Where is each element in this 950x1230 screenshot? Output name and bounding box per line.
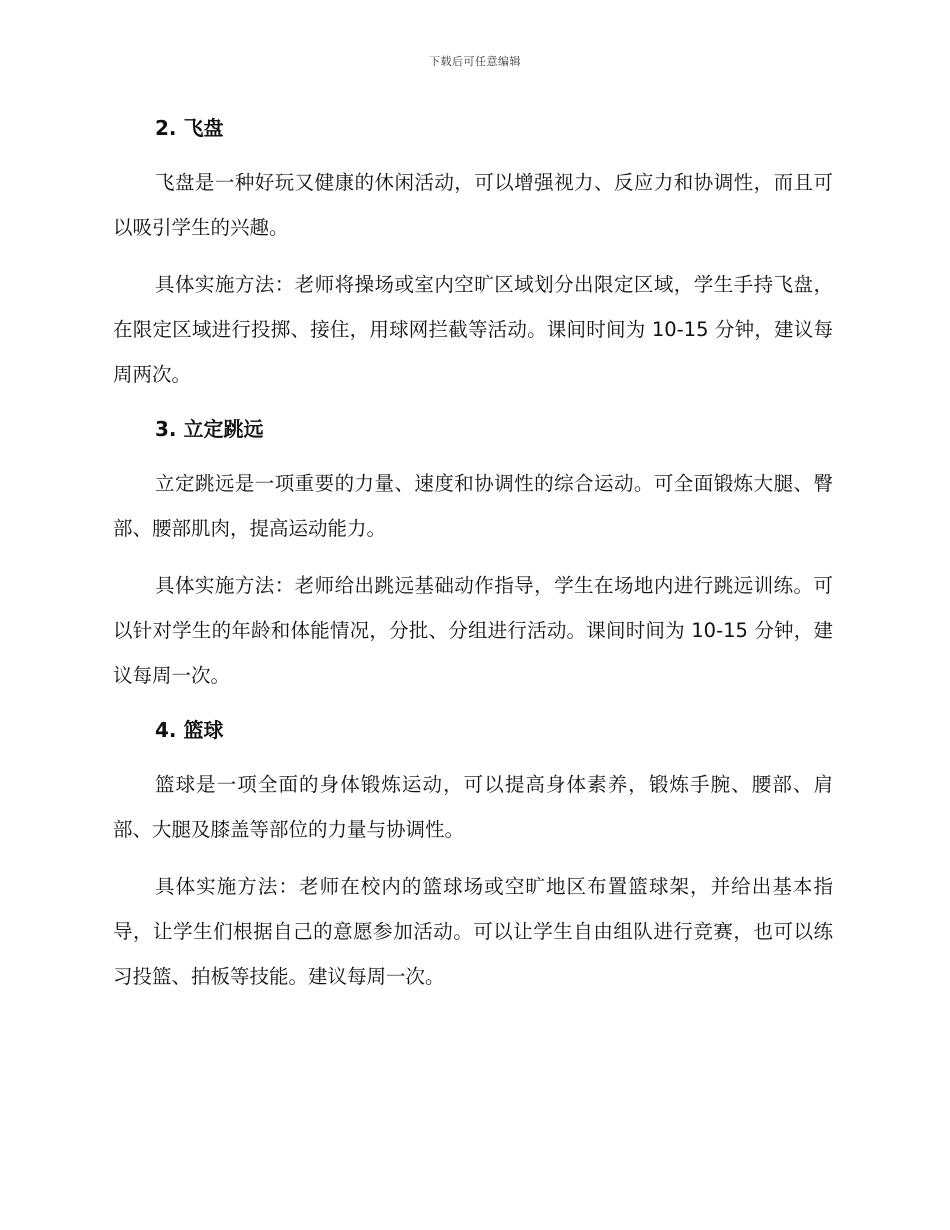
paragraph: 立定跳远是一项重要的力量、速度和协调性的综合运动。可全面锻炼大腿、臀部、腰部肌肉，提高运动能力。 xyxy=(113,472,833,540)
section-heading: 2. 飞盘 xyxy=(155,116,224,140)
section-heading: 4. 篮球 xyxy=(155,718,224,742)
paragraph: 具体实施方法：老师在校内的篮球场或空旷地区布置篮球架，并给出基本指导，让学生们根据自己的意愿参加活动。可以让学生自由组队进行竞赛，也可以练习投篮、拍板等技能。建议每周一次。 xyxy=(113,875,833,988)
header-note: 下载后可任意编辑 xyxy=(429,55,521,68)
section-frisbee xyxy=(113,108,833,397)
document-body xyxy=(113,108,833,1011)
section-heading: 3. 立定跳远 xyxy=(155,417,264,441)
paragraph: 具体实施方法：老师将操场或室内空旷区域划分出限定区域，学生手持飞盘，在限定区域进行投掷、接住，用球网拦截等活动。课间时间为 10-15 分钟，建议每周两次。 xyxy=(113,273,833,386)
paragraph: 篮球是一项全面的身体锻炼运动，可以提高身体素养，锻炼手腕、腰部、肩部、大腿及膝盖等部位的力量与协调性。 xyxy=(113,773,833,841)
section-standing-long-jump xyxy=(113,409,833,698)
section-basketball xyxy=(113,710,833,999)
paragraph: 具体实施方法：老师给出跳远基础动作指导，学生在场地内进行跳远训练。可以针对学生的年龄和体能情况，分批、分组进行活动。课间时间为 10-15 分钟，建议每周一次。 xyxy=(113,574,833,687)
paragraph: 飞盘是一种好玩又健康的休闲活动，可以增强视力、反应力和协调性，而且可以吸引学生的兴趣。 xyxy=(113,171,833,239)
